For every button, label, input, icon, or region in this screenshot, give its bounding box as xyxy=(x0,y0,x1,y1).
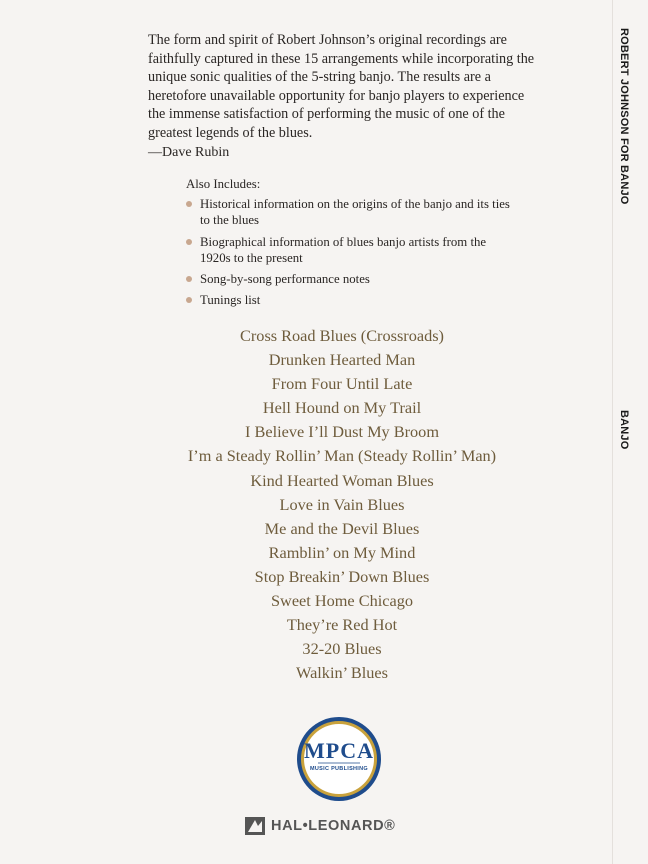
byline: —Dave Rubin xyxy=(148,145,230,160)
song-list xyxy=(0,324,648,685)
also-includes-heading: Also Includes: xyxy=(186,177,261,191)
list-item: Song-by-song performance notes xyxy=(186,271,516,287)
bullet-icon xyxy=(186,297,192,303)
song-title: Sweet Home Chicago xyxy=(271,591,413,611)
bullet-icon xyxy=(186,201,192,207)
list-item: Historical information on the origins of the banjo and its ties to the blues xyxy=(186,196,516,228)
song-title: They’re Red Hot xyxy=(286,615,398,635)
description-paragraph: The form and spirit of Robert Johnson’s original recordings are faithfully captured in these 15 arrangements while incorporating the unique sonic qualities of the 5-string banjo. The results are a heretofore unavailable opportunity for banjo players to experience the immense satisfaction of performing the music of one of the greatest legends of the blues. xyxy=(148,32,535,141)
bullet-icon xyxy=(186,239,192,245)
song-title: Ramblin’ on My Mind xyxy=(268,542,416,562)
song-title: Walkin’ Blues xyxy=(296,663,388,683)
logo-initials: MPCA xyxy=(304,738,374,763)
song-title: Love in Vain Blues xyxy=(279,494,405,514)
song-title: 32-20 Blues xyxy=(302,639,382,659)
song-title: Cross Road Blues (Crossroads) xyxy=(240,326,444,345)
hal-leonard-mark-icon xyxy=(245,815,267,837)
logo-subtitle: MUSIC PUBLISHING xyxy=(310,766,368,772)
song-title: Kind Hearted Woman Blues xyxy=(250,470,434,490)
bullet-icon xyxy=(186,276,192,282)
publisher-logo xyxy=(245,815,435,839)
also-includes xyxy=(186,176,516,313)
spine-title: ROBERT JOHNSON FOR BANJO xyxy=(618,28,630,205)
publisher-name: HAL•LEONARD® xyxy=(271,818,396,834)
song-title: I’m a Steady Rollin’ Man (Steady Rollin’ Man) xyxy=(187,446,497,466)
song-title: Hell Hound on My Trail xyxy=(262,398,422,418)
list-item: Biographical information of blues banjo artists from the 1920s to the present xyxy=(186,234,516,266)
mpca-seal-icon xyxy=(296,716,382,802)
song-title: Stop Breakin’ Down Blues xyxy=(254,566,430,586)
spine-category: BANJO xyxy=(618,410,630,450)
song-title: I Believe I’ll Dust My Broom xyxy=(245,422,439,442)
song-title: Me and the Devil Blues xyxy=(264,518,420,538)
song-title: Drunken Hearted Man xyxy=(268,350,416,370)
song-title: From Four Until Late xyxy=(271,374,413,394)
list-item: Tunings list xyxy=(186,292,516,308)
also-includes-list xyxy=(186,196,516,308)
